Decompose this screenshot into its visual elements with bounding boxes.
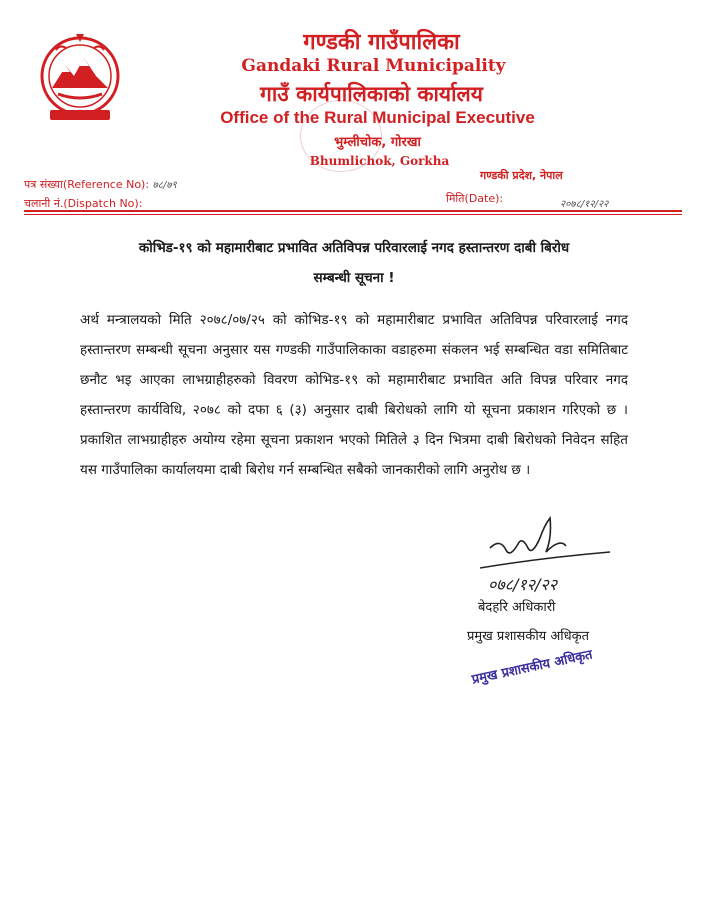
office-name-en: Office of the Rural Municipal Executive: [220, 108, 535, 127]
subject-line-2: सम्बन्धी सूचना !: [313, 270, 395, 286]
date-label: मिति(Date):: [446, 192, 504, 205]
subject-line-1: कोभिड-१९ को महामारीबाट प्रभावित अतिविपन्न परिवारलाई नगद हस्तान्तरण दाबी बिरोध: [138, 240, 570, 256]
date-value: २०७८/१२/२२: [560, 199, 609, 210]
handwritten-date: ०७८/१२/२२: [488, 575, 558, 594]
municipality-name-np: गण्डकी गाउँपालिका: [303, 30, 460, 55]
reference-value: ७८/७९: [152, 180, 177, 191]
designation-stamp: प्रमुख प्रशासकीय अधिकृत: [470, 647, 594, 688]
place-np: भुम्लीचोक, गोरखा: [334, 135, 421, 150]
reference-line: [24, 177, 177, 192]
notice-subject: [80, 233, 628, 293]
notice-body: अर्थ मन्त्रालयको मिति २०७८/०७/२५ को कोभिड-१९ को महामारीबाट प्रभावित अतिविपन्न परिवारलाई नगद हस्तान्तरण सम्बन्धी सूचना अनुसार यस गण्डकी गाउँपालिकाका वडाहरुमा संकलन भई सम्बन्धित वडा समितिबाट छनौट भइ आएका लाभग्राहीहरुको विवरण कोभिड-१९ को महामारीबाट प्रभावित अति विपन्न परिवार नगद हस्तान्तरण कार्यविधि, २०७८ को दफा ६ (३) अनुसार दाबी बिरोधको लागि यो सूचना प्रकाशन गरिएको छ । प्रकाशित लाभग्राहीहरु अयोग्य रहेमा सूचना प्रकाशन भएको मितिले ३ दिन भित्रमा दाबी बिरोधको निवेदन सहित यस गाउँपालिका कार्यालयमा दाबी बिरोध गर्न सम्बन्धित सबैको जानकारीको लागि अनुरोध छ ।: [80, 312, 628, 478]
signatory-name: बेदहरि अधिकारी: [478, 600, 556, 615]
header-divider-thin: [24, 214, 682, 215]
dispatch-label: चलानी नं.(Dispatch No):: [24, 197, 143, 210]
municipality-name-en: Gandaki Rural Municipality: [241, 56, 506, 76]
handwritten-signature: [470, 508, 620, 598]
signatory-title: प्रमुख प्रशासकीय अधिकृत: [467, 629, 590, 644]
header-divider: [24, 210, 682, 212]
reference-label: पत्र संख्या(Reference No):: [24, 178, 150, 191]
state-name: गण्डकी प्रदेश, नेपाल: [480, 169, 563, 182]
office-name-np: गाउँ कार्यपालिकाको कार्यालय: [260, 82, 483, 106]
place-en: Bhumlichok, Gorkha: [309, 154, 450, 168]
